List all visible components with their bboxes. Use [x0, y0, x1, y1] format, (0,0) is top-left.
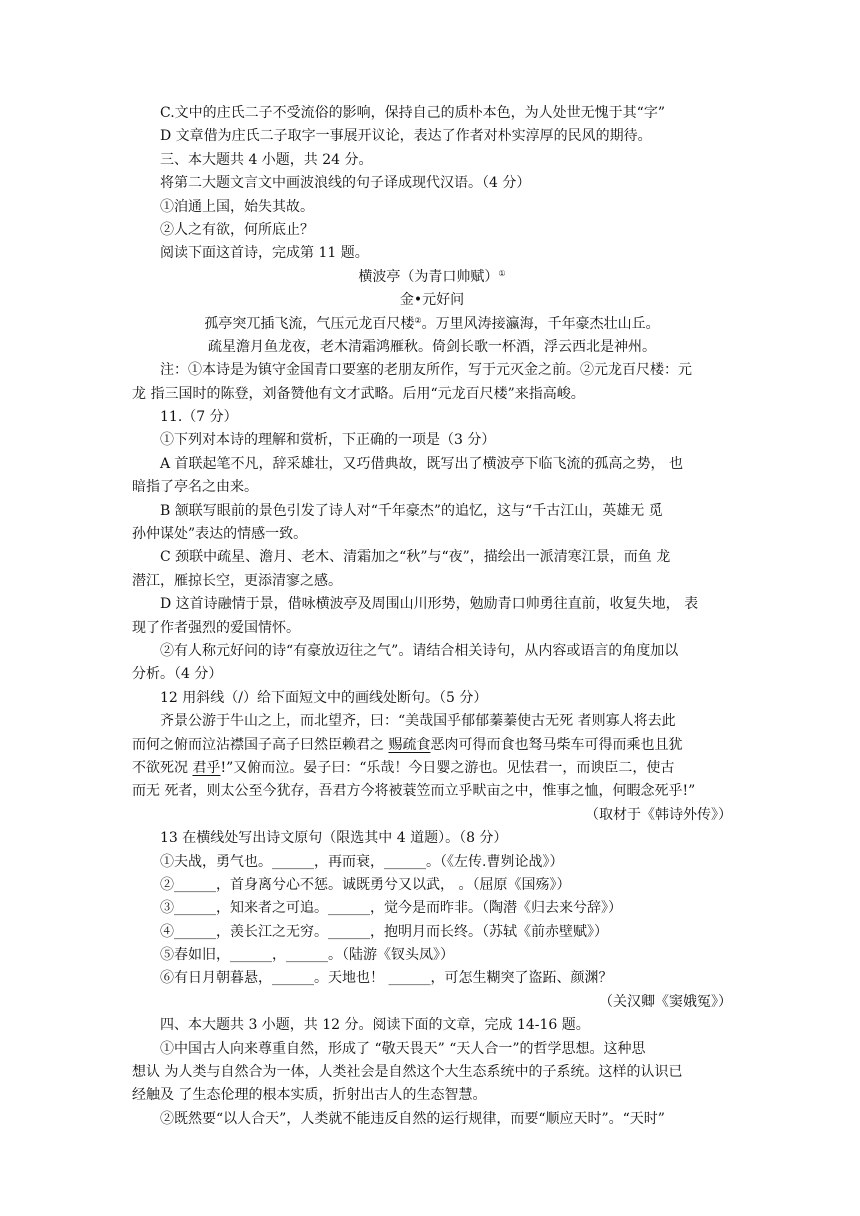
footnote-mark-2: ②: [414, 315, 422, 325]
option-c2-line-1: C 颈联中疏星、澹月、老木、清霜加之“秋”与“夜”，描绘出一派清寒江景，而鱼 龙: [160, 549, 671, 566]
sentence-2: ②人之有欲，何所底止？: [160, 221, 314, 238]
text-column: [132, 102, 732, 1131]
article-para-1-line-1: ①中国古人向来尊重自然，形成了 “敬天畏天” “天人合一”的哲学思想。这种思: [160, 1040, 646, 1057]
article-para-1-line-2: 想认 为人类与自然合为一体，人类社会是自然这个大生态系统中的子系统。这样的认识已: [132, 1064, 683, 1081]
passage-source: （取材于《韩诗外传》）: [585, 806, 732, 823]
fill-blank-6-source: （关汉卿《窦娥冤》）: [599, 993, 732, 1010]
option-b-line-2: 孙仲谋处”表达的情感一致。: [132, 526, 308, 543]
poem-author: 金•元好问: [399, 292, 465, 309]
option-d-line: D 文章借为庄氏二子取字一事展开议论，表达了作者对朴实淳厚的民风的期待。: [160, 128, 652, 145]
question-12-heading: 12 用斜线（/）给下面短文中的画线处断句。（5 分）: [160, 689, 488, 706]
article-para-1-line-3: 经触及 了生态伦理的根本实质，折射出古人的生态智慧。: [132, 1087, 487, 1104]
footnote-mark-1: ①: [498, 268, 506, 278]
sentence-1: ①洎通上国，始失其故。: [160, 198, 314, 215]
section-three-heading: 三、本大题共 4 小题，共 24 分。: [160, 151, 373, 168]
question-11-part-2-line-2: 分析。（4 分）: [132, 666, 223, 683]
passage-line-3: 不欲死况 君乎!”又俯而泣。晏子曰：“乐哉！今日婴之游也。见怯君一，而谀臣二，使古: [132, 759, 675, 776]
option-b-line-1: B 颔联写眼前的景色引发了诗人对“千年豪杰”的追忆，这与“千古江山，英雄无 觅: [160, 502, 663, 519]
article-para-2-line-1: ②既然要“以人合天”，人类就不能违反自然的运行规律，而要“顺应天时”。“天时”: [160, 1110, 665, 1127]
fill-blank-3: ③______，知来者之可追。______，觉今是而昨非。（陶潜《归去来兮辞》）: [160, 900, 622, 917]
question-10-prompt: 将第二大题文言文中画波浪线的句子译成现代汉语。（4 分）: [160, 175, 531, 192]
fill-blank-5: ⑤春如旧，______，______。（陆游《钗头凤》）: [160, 947, 454, 964]
question-11-heading: 11.（7 分）: [160, 409, 238, 426]
option-a-line-1: A 首联起笔不凡，辞采雄壮，又巧借典故，既写出了横波亭下临飞流的孤高之势， 也: [160, 455, 684, 472]
passage-line-4: 而无 死者，则太公至今犹存，吾君方今将被蓑笠而立乎畎亩之中，惟事之恤，何暇念死乎!”: [132, 783, 696, 800]
option-d2-line-1: D 这首诗融情于景，借咏横波亭及周围山川形势，勉励青口帅勇往直前，收复失地， 表: [160, 596, 699, 613]
question-11-part-2-line-1: ②有人称元好问的诗“有豪放迈往之气”。请结合相关诗句，从内容或语言的角度加以: [160, 642, 679, 659]
poem-notes-line-1: 注：①本诗是为镇守金国青口要塞的老朋友所作，写于元灭金之前。②元龙百尺楼：元: [160, 362, 692, 379]
option-d2-line-2: 现了作者强烈的爱国情怀。: [132, 619, 300, 636]
poem-title: 横波亭（为青口帅赋）①: [358, 268, 506, 285]
underlined-phrase-2: 君乎: [192, 759, 221, 776]
fill-blank-1: ①夫战，勇气也。______，再而衰，______。（《左传.曹刿论战》）: [160, 853, 564, 870]
fill-blank-4: ④______，羡长江之无穷。______，抱明月而长终。（苏轼《前赤壁赋》）: [160, 923, 608, 940]
underlined-phrase-1: 赐疏食: [388, 736, 431, 753]
poem-line-1: 孤亭突兀插飞流，气压元龙百尺楼②。万里风涛接瀛海，千年豪杰壮山丘。: [204, 315, 660, 332]
passage-line-1: 齐景公游于牛山之上，而北望齐，曰：“美哉国乎郁郁蓁蓁使古无死 者则寡人将去此: [160, 713, 676, 730]
question-13-heading: 13 在横线处写出诗文原句（限选其中 4 道题）。（8 分）: [160, 830, 508, 847]
option-a-line-2: 暗指了亭名之由来。: [132, 479, 258, 496]
fill-blank-6: ⑥有日月朝暮悬，______。天地也！ ______，可怎生糊突了盗跖、颜渊？: [160, 970, 613, 987]
option-c2-line-2: 潜江，雁掠长空，更添清寥之感。: [132, 572, 342, 589]
poem-notes-line-2: 龙 指三国时的陈登，刘备赞他有文才武略。后用“元龙百尺楼”来指高峻。: [132, 385, 585, 402]
option-c-line: C.文中的庄氏二子不受流俗的影响，保持自己的质朴本色，为人处世无愧于其“字”: [160, 105, 665, 121]
section-four-heading: 四、本大题共 3 小题，共 12 分。阅读下面的文章，完成 14-16 题。: [160, 1017, 590, 1034]
poem-line-2: 疏星澹月鱼龙夜，老木清霜鸿雁秋。倚剑长歌一杯酒，浮云西北是神州。: [208, 338, 656, 355]
fill-blank-2: ②______，首身离兮心不惩。诚既勇兮又以武， 。（屈原《国殇》）: [160, 876, 571, 893]
passage-line-2: 而何之俯而泣沾襟国子高子曰然臣赖君之 赐疏食恶肉可得而食也驽马柴车可得而乘也且犹: [132, 736, 683, 753]
question-11-part-1: ①下列对本诗的理解和赏析，下正确的一项是（3 分）: [160, 432, 496, 449]
poem-intro: 阅读下面这首诗，完成第 11 题。: [160, 245, 369, 262]
